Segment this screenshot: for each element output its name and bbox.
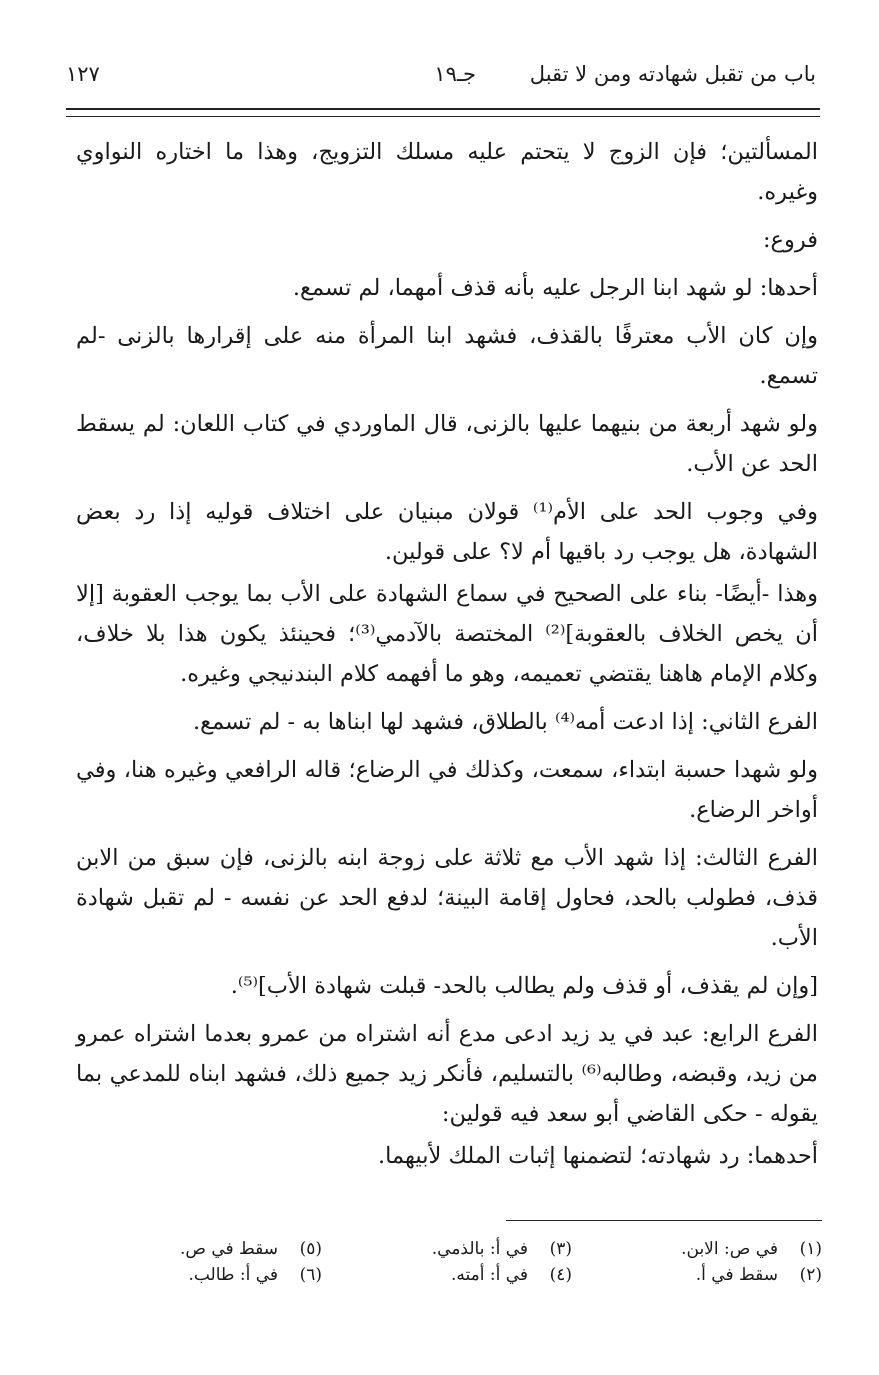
paragraph: المسألتين؛ فإن الزوج لا يتحتم عليه مسلك التزويج، وهذا ما اختاره النواوي وغيره.: [76, 139, 818, 205]
paragraph: ولو شهد أربعة من بنيهما عليها بالزنى، قال الماوردي في كتاب اللعان: لم يسقط الحد عن الأب.: [76, 411, 818, 477]
paragraph: ولو شهدا حسبة ابتداء، سمعت، وكذلك في الرضاع؛ قاله الرافعي وغيره هنا، وفي أواخر الرضاع.: [76, 757, 818, 823]
footnote: (٦)في أ: طالب.: [188, 1265, 322, 1285]
footnote: (٥)سقط في ص.: [179, 1239, 322, 1259]
chapter-title: باب من تقبل شهادته ومن لا تقبل: [529, 62, 816, 86]
running-header: [66, 56, 816, 100]
paragraph: وهذا -أيضًا- بناء على الصحيح في سماع الشهادة على الأب بما يوجب العقوبة [إلا أن يخص الخلاف بالعقوبة]⁽²⁾ المختصة بالآدمي⁽³⁾؛ فحينئذ يكون هذا بلا خلاف، وكلام الإمام هاهنا يقتضي تعميمه، وهو ما أفهمه كلام البندنيجي وغيره.: [76, 581, 818, 687]
header-rule-thick: [66, 108, 820, 110]
paragraph: الفرع الثالث: إذا شهد الأب مع ثلاثة على زوجة ابنه بالزنى، فإن سبق من الابن قذف، فطولب بالحد، فحاول إقامة البينة؛ لدفع الحد عن نفسه - لم تقبل شهادة الأب.: [76, 845, 818, 951]
footnote: (٢)سقط في أ.: [695, 1265, 822, 1285]
section-heading: فروع:: [762, 227, 818, 253]
paragraph: وفي وجوب الحد على الأم⁽¹⁾ قولان مبنيان على اختلاف قوليه إذا رد بعض الشهادة، هل يوجب رد باقيها أم لا؟ على قولين.: [76, 499, 819, 565]
volume-number: جـ١٩: [434, 62, 476, 86]
footnote: (١)في ص: الابن.: [681, 1239, 822, 1259]
paragraph: الفرع الثاني: إذا ادعت أمه⁽⁴⁾ بالطلاق، فشهد لها ابناها به - لم تسمع.: [192, 709, 818, 735]
page-number: ١٢٧: [66, 62, 100, 86]
paragraph: أحدهما: رد شهادته؛ لتضمنها إثبات الملك لأبيهما.: [378, 1143, 818, 1169]
header-rule-thin: [66, 116, 820, 117]
footnote: (٤)في أ: أمته.: [450, 1265, 572, 1285]
paragraph: الفرع الرابع: عبد في يد زيد ادعى مدع أنه اشتراه من عمرو بعدما اشتراه عمرو من زيد، وقبضه، وطالبه⁽⁶⁾ بالتسليم، فأنكر زيد جميع ذلك، فشهد ابناه للمدعي بما يقوله - حكى القاضي أبو سعد فيه قولين:: [76, 1021, 818, 1127]
footnotes: [160, 1236, 822, 1288]
footnote-separator: [506, 1220, 822, 1221]
paragraph: وإن كان الأب معترفًا بالقذف، فشهد ابنا المرأة منه على إقرارها بالزنى -لم تسمع.: [76, 323, 818, 389]
paragraph: أحدها: لو شهد ابنا الرجل عليه بأنه قذف أمهما، لم تسمع.: [292, 275, 818, 301]
main-text: [76, 132, 818, 1184]
paragraph: [وإن لم يقذف، أو قذف ولم يطالب بالحد- قبلت شهادة الأب]⁽⁵⁾.: [230, 973, 818, 999]
footnote: (٣)في أ: بالذمي.: [431, 1239, 572, 1259]
